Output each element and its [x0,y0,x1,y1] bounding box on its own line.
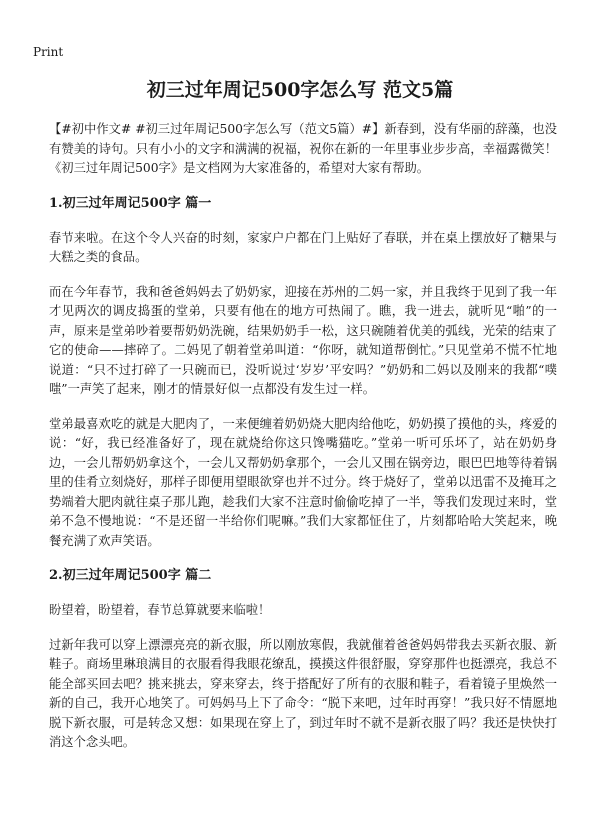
intro-paragraph: 【#初中作文# #初三过年周记500字怎么写（范文5篇）#】新春到，没有华丽的辞藻，也没有赞美的诗句。只有小小的文字和满满的祝福，祝你在新的一年里事业步步高，幸福露微笑！《初三过年周记500字》是文档网为大家准备的，希望对大家有帮助。 [49,122,557,175]
section-1-paragraph-3: 堂弟最喜欢吃的就是大肥肉了，一来便缠着奶奶烧大肥肉给他吃，奶奶摸了摸他的头，疼爱的说：“好，我已经准备好了，现在就烧给你这只馋嘴猫吃。”堂弟一听可乐坏了，站在奶奶身边，一会儿帮奶奶拿这个，一会儿又帮奶奶拿那个，一会儿又围在锅旁边，眼巴巴地等待着锅里的佳肴立刻烧好，那样子即便用望眼欲穿也并不过分。终于烧好了，堂弟以迅雷不及掩耳之势端着大肥肉就往桌子那儿跑，趁我们大家不注意时偷偷吃掉了一半，等我们发现过来时，堂弟不急不慢地说：“不是还留一半给你们呢嘛。”我们大家都怔住了，片刻都哈哈大笑起来，晚餐充满了欢声笑语。 [49,416,557,548]
section-1-paragraph-1: 春节来啦。在这个令人兴奋的时刻，家家户户都在门上贴好了春联，并在桌上摆放好了糖果与大糕之类的食品。 [49,230,557,264]
section-2-paragraph-1: 盼望着，盼望着，春节总算就要来临啦！ [49,603,271,617]
print-label: Print [33,45,64,59]
section-2-paragraph-2: 过新年我可以穿上漂漂亮亮的新衣服，所以刚放寒假，我就催着爸爸妈妈带我去买新衣服、新鞋子。商场里琳琅满目的衣服看得我眼花缭乱，摸摸这件很舒服，穿穿那件也挺漂亮，我总不能全部买回去吧？挑来挑去，穿来穿去，终于搭配好了所有的衣服和鞋子，看着镜子里焕然一新的自己，我开心地笑了。可妈妈马上下了命令：“脱下来吧，过年时再穿！”我只好不情愿地脱下新衣服，可是转念又想：如果现在穿上了，到过年时不就不是新衣服了吗？我还是快快打消这个念头吧。 [49,637,557,749]
article-body [49,120,557,753]
section-heading-1: 1.初三过年周记500字 篇一 [49,195,212,211]
article-title: 初三过年周记500字怎么写 范文5篇 [146,79,454,101]
section-heading-2: 2.初三过年周记500字 篇二 [49,568,212,583]
section-1-paragraph-2: 而在今年春节，我和爸爸妈妈去了奶奶家，迎接在苏州的二妈一家，并且我终于见到了我一年才见两次的调皮捣蛋的堂弟，只要有他在的地方可热闹了。瞧，我一进去，就听见“啪”的一声，原来是堂弟吵着要帮奶奶洗碗，结果奶奶手一松，这只碗随着优美的弧线，光荣的结束了它的使命——摔碎了。二妈见了朝着堂弟叫道：“你呀，就知道帮倒忙。”只见堂弟不慌不忙地说道：“只不过打碎了一只碗而已，没听说过‘岁岁’平安吗？”奶奶和二妈以及刚来的我都“噗嗤”一声笑了起来，刚才的情景好似一点都没有发生过一样。 [49,284,557,396]
